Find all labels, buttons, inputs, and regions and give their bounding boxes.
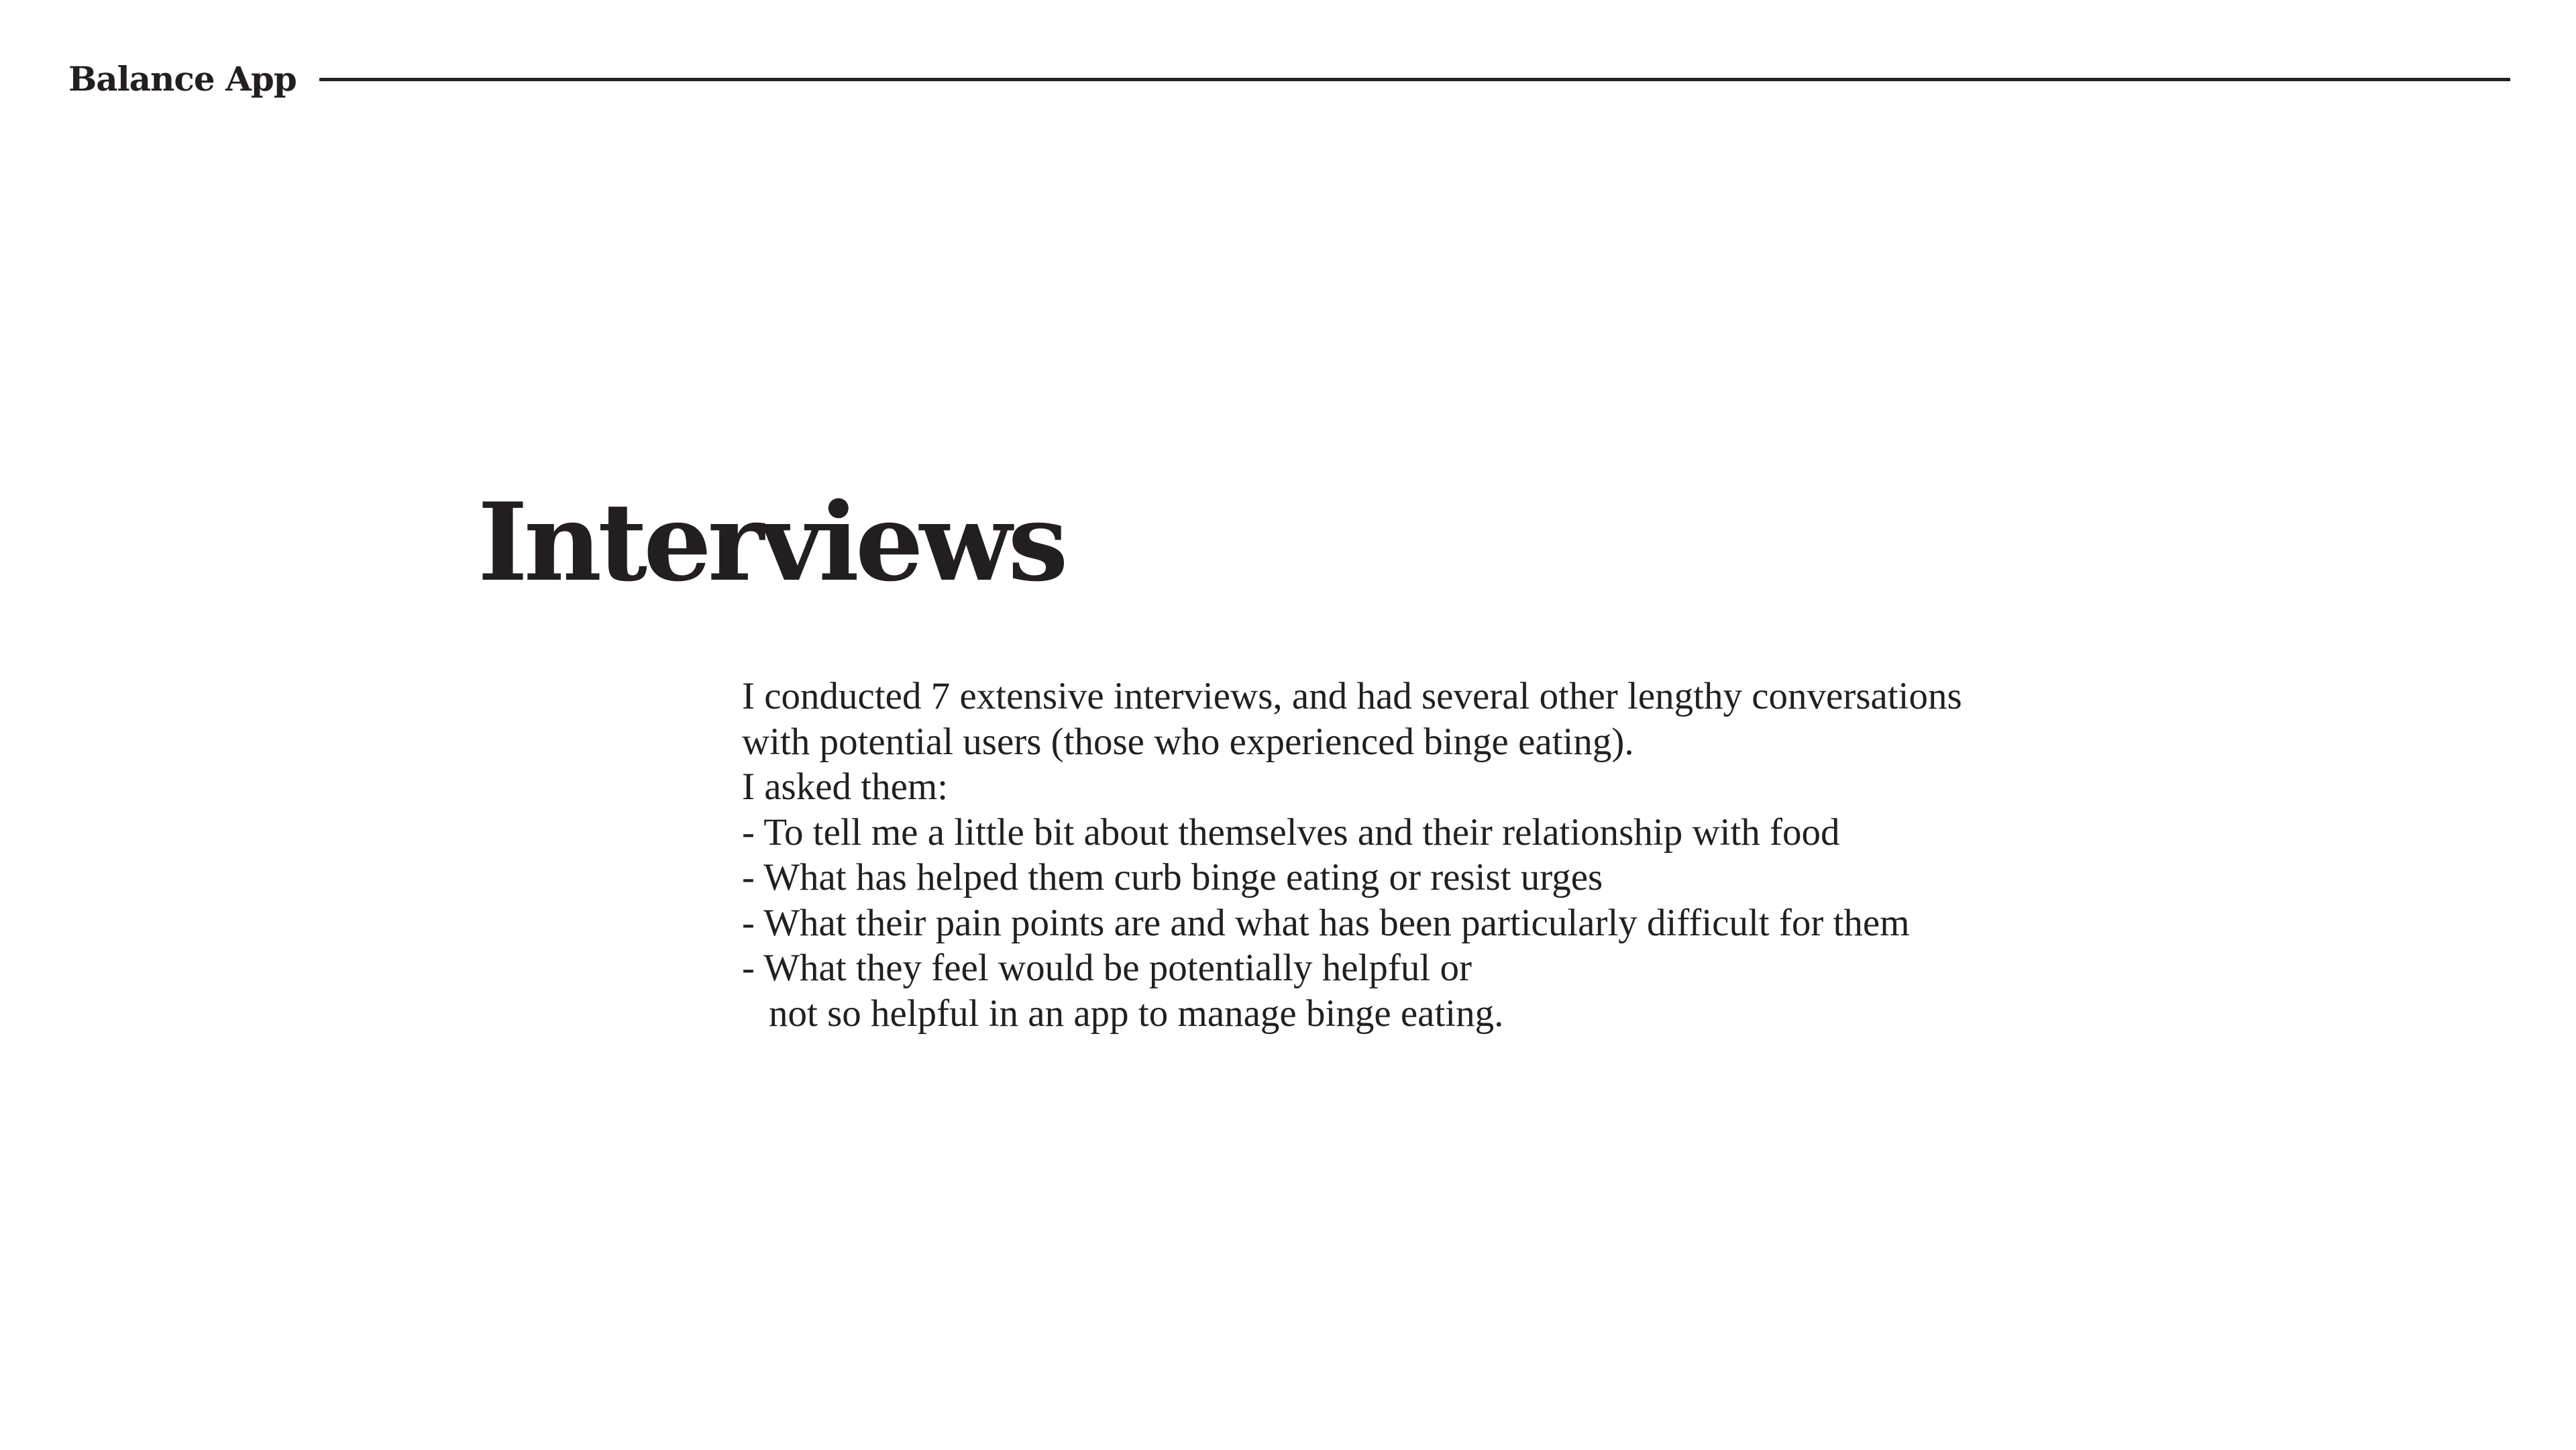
bullet-item: - What their pain points are and what has been particularly difficult for them — [742, 901, 1910, 944]
brand-title: Balance App — [68, 59, 297, 99]
body-line: with potential users (those who experienced binge eating). — [742, 720, 1634, 763]
bullet-item: - To tell me a little bit about themselves and their relationship with food — [742, 811, 1840, 853]
bullet-item: - What has helped them curb binge eating or resist urges — [742, 856, 1603, 898]
header-divider — [319, 78, 2510, 81]
body-line: I conducted 7 extensive interviews, and had several other lengthy conversations — [742, 675, 1962, 717]
bullet-continuation: not so helpful in an app to manage binge eating. — [769, 992, 1504, 1035]
page-title: Interviews — [478, 479, 1065, 605]
interview-description — [742, 674, 2084, 1036]
slide-header — [68, 51, 2510, 107]
body-line: I asked them: — [742, 766, 949, 808]
bullet-item: - What they feel would be potentially helpful or — [742, 947, 1472, 989]
